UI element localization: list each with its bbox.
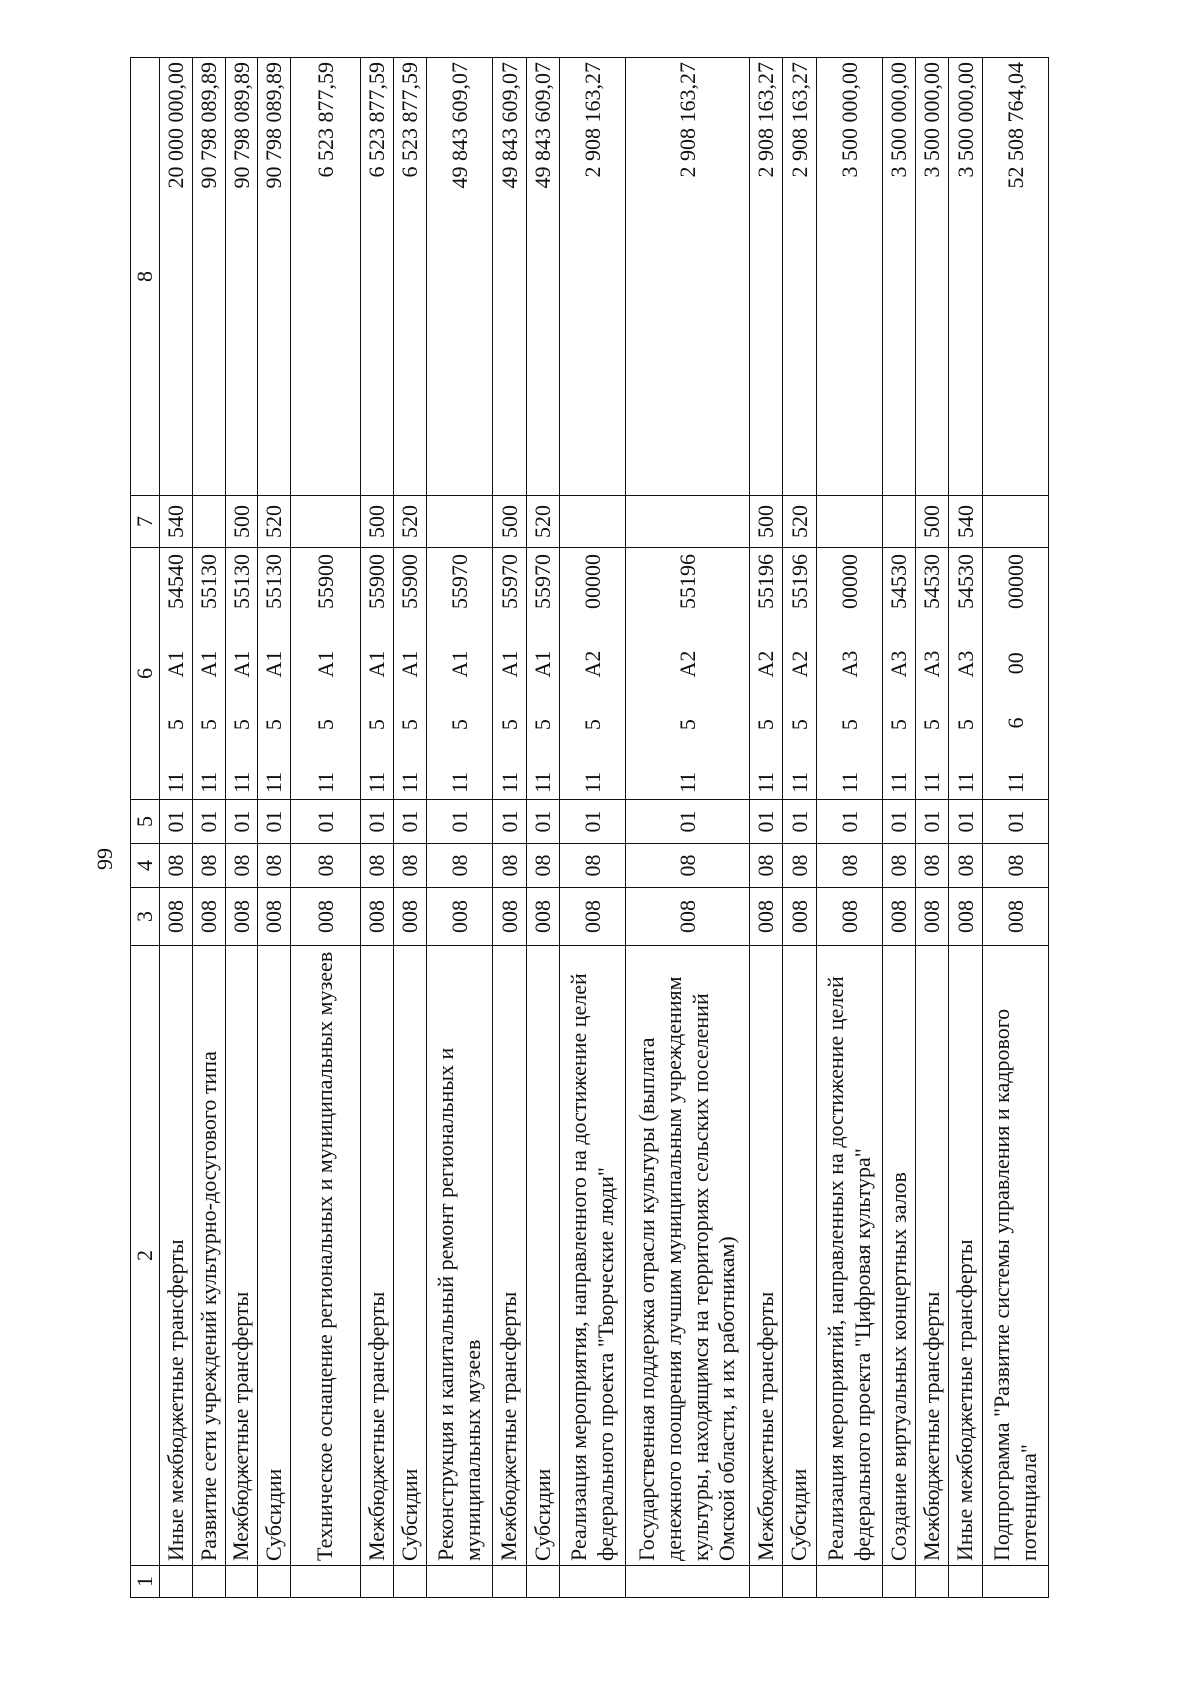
table-row (750, 58, 783, 1598)
target-article-part: 55970 (496, 554, 522, 609)
target-article-part: 11 (786, 771, 812, 793)
header-col-7: 7 (131, 496, 160, 548)
subsection-code-cell: 01 (783, 800, 817, 844)
table-row (226, 58, 258, 1598)
subsection-code-cell: 01 (160, 800, 193, 844)
section-code-cell: 08 (750, 844, 783, 888)
target-article-cell (226, 548, 258, 800)
target-article-part: A3 (952, 650, 978, 678)
subsection-code-cell: 01 (817, 800, 883, 844)
target-article-part: 11 (674, 771, 700, 793)
amount-cell: 52 508 764,04 (983, 58, 1049, 496)
section-code-cell: 08 (291, 844, 361, 888)
row-number-cell (817, 1566, 883, 1598)
target-article-part: 5 (952, 719, 978, 731)
target-article-part: 11 (836, 771, 862, 793)
table-row (160, 58, 193, 1598)
expense-type-cell (817, 496, 883, 548)
header-col-2: 2 (131, 946, 160, 1566)
target-article-part: 5 (753, 719, 778, 731)
header-col-5: 5 (131, 800, 160, 844)
item-name-cell: Межбюджетные трансферты (916, 946, 949, 1566)
subsection-code-cell: 01 (883, 800, 916, 844)
table-row (361, 58, 394, 1598)
item-name-cell: Государственная поддержка отрасли культуры (выплата денежного поощрения лучшим муниципальным учреждениям культуры, находящимся на территориях сельских поселений Омской области, и их работникам) (626, 946, 750, 1566)
target-article-cell (361, 548, 394, 800)
expense-type-cell (626, 496, 750, 548)
row-number-cell (361, 1566, 394, 1598)
target-article-part: 54530 (952, 554, 978, 609)
ministry-code-cell: 008 (361, 888, 394, 946)
ministry-code-cell: 008 (427, 888, 493, 946)
ministry-code-cell: 008 (783, 888, 817, 946)
target-article-part: 5 (786, 719, 812, 731)
target-article-part: A1 (397, 650, 422, 678)
table-body (160, 58, 1049, 1598)
target-article-part: 11 (364, 771, 389, 793)
target-article-cell (193, 548, 226, 800)
target-article-part: 55130 (228, 554, 254, 609)
item-name-cell: Реконструкция и капитальный ремонт региональных и муниципальных музеев (427, 946, 493, 1566)
target-article-cell (626, 548, 750, 800)
target-article-cell (493, 548, 527, 800)
row-number-cell (783, 1566, 817, 1598)
item-name-cell: Субсидии (527, 946, 560, 1566)
row-number-cell (560, 1566, 626, 1598)
ministry-code-cell: 008 (394, 888, 427, 946)
section-code-cell: 08 (193, 844, 226, 888)
header-col-4: 4 (131, 844, 160, 888)
table-row (394, 58, 427, 1598)
target-article-part: A1 (196, 650, 221, 678)
amount-cell: 2 908 163,27 (750, 58, 783, 496)
target-article-part: A3 (886, 650, 911, 678)
table-row (916, 58, 949, 1598)
item-name-cell: Межбюджетные трансферты (493, 946, 527, 1566)
row-number-cell (883, 1566, 916, 1598)
amount-cell: 6 523 877,59 (361, 58, 394, 496)
item-name-cell: Субсидии (394, 946, 427, 1566)
subsection-code-cell: 01 (493, 800, 527, 844)
target-article-part: 6 (1002, 717, 1028, 729)
table-row (291, 58, 361, 1598)
target-article-part: A1 (163, 650, 188, 678)
item-name-cell: Субсидии (783, 946, 817, 1566)
expense-type-cell: 540 (949, 496, 983, 548)
target-article-part: 11 (530, 771, 555, 793)
table-row (983, 58, 1049, 1598)
ministry-code-cell: 008 (291, 888, 361, 946)
expense-type-cell: 500 (493, 496, 527, 548)
table-row (626, 58, 750, 1598)
target-article-part: A1 (446, 650, 472, 678)
target-article-cell (983, 548, 1049, 800)
ministry-code-cell: 008 (916, 888, 949, 946)
subsection-code-cell: 01 (983, 800, 1049, 844)
amount-cell: 2 908 163,27 (626, 58, 750, 496)
expense-type-cell (560, 496, 626, 548)
target-article-part: 55196 (674, 554, 700, 609)
target-article-part: A3 (919, 650, 944, 678)
table-row (949, 58, 983, 1598)
target-article-part: 55970 (530, 554, 555, 609)
expense-type-cell (193, 496, 226, 548)
target-article-cell (883, 548, 916, 800)
target-article-part: 54530 (886, 554, 911, 609)
table-header-row (131, 58, 160, 1598)
header-col-1: 1 (131, 1566, 160, 1598)
ministry-code-cell: 008 (883, 888, 916, 946)
target-article-part: 00000 (836, 554, 862, 609)
subsection-code-cell: 01 (916, 800, 949, 844)
target-article-part: 5 (496, 719, 522, 731)
ministry-code-cell: 008 (983, 888, 1049, 946)
subsection-code-cell: 01 (226, 800, 258, 844)
item-name-cell: Развитие сети учреждений культурно-досугового типа (193, 946, 226, 1566)
target-article-part: 11 (397, 771, 422, 793)
ministry-code-cell: 008 (493, 888, 527, 946)
ministry-code-cell: 008 (750, 888, 783, 946)
target-article-part: 11 (919, 771, 944, 793)
subsection-code-cell: 01 (560, 800, 626, 844)
target-article-part: 00000 (1002, 554, 1028, 610)
table-row (783, 58, 817, 1598)
target-article-cell (160, 548, 193, 800)
target-article-part: 11 (163, 771, 188, 793)
amount-cell: 49 843 609,07 (493, 58, 527, 496)
section-code-cell: 08 (783, 844, 817, 888)
target-article-part: 54540 (163, 554, 188, 609)
subsection-code-cell: 01 (361, 800, 394, 844)
amount-cell: 90 798 089,89 (258, 58, 291, 496)
ministry-code-cell: 008 (193, 888, 226, 946)
row-number-cell (160, 1566, 193, 1598)
item-name-cell: Межбюджетные трансферты (361, 946, 394, 1566)
section-code-cell: 08 (361, 844, 394, 888)
table-row (527, 58, 560, 1598)
ministry-code-cell: 008 (258, 888, 291, 946)
expense-type-cell: 520 (258, 496, 291, 548)
amount-cell: 3 500 000,00 (916, 58, 949, 496)
target-article-cell (817, 548, 883, 800)
target-article-cell (527, 548, 560, 800)
section-code-cell: 08 (560, 844, 626, 888)
target-article-part: A2 (786, 650, 812, 678)
expense-type-cell (427, 496, 493, 548)
amount-cell: 3 500 000,00 (817, 58, 883, 496)
subsection-code-cell: 01 (193, 800, 226, 844)
target-article-part: 5 (919, 719, 944, 731)
expense-type-cell: 500 (361, 496, 394, 548)
target-article-part: 5 (579, 719, 605, 731)
amount-cell: 2 908 163,27 (783, 58, 817, 496)
ministry-code-cell: 008 (626, 888, 750, 946)
table-row (560, 58, 626, 1598)
expense-type-cell: 500 (750, 496, 783, 548)
section-code-cell: 08 (527, 844, 560, 888)
target-article-part: 55900 (312, 554, 338, 609)
header-col-3: 3 (131, 888, 160, 946)
amount-cell: 6 523 877,59 (394, 58, 427, 496)
target-article-part: 00000 (579, 554, 605, 609)
target-article-part: 54530 (919, 554, 944, 609)
page-number: 99 (92, 848, 117, 870)
target-article-part: 11 (886, 771, 911, 793)
target-article-cell (560, 548, 626, 800)
target-article-part: 11 (753, 771, 778, 793)
amount-cell: 2 908 163,27 (560, 58, 626, 496)
subsection-code-cell: 01 (291, 800, 361, 844)
target-article-cell (427, 548, 493, 800)
target-article-part: 55130 (196, 554, 221, 609)
table-row (817, 58, 883, 1598)
ministry-code-cell: 008 (817, 888, 883, 946)
item-name-cell: Реализация мероприятия, направленного на достижение целей федерального проекта "Творческие люди" (560, 946, 626, 1566)
target-article-part: A2 (579, 650, 605, 678)
expense-type-cell: 520 (394, 496, 427, 548)
target-article-part: 5 (530, 719, 555, 731)
target-article-part: A1 (364, 650, 389, 678)
expense-type-cell (883, 496, 916, 548)
target-article-part: A3 (836, 650, 862, 678)
target-article-part: 11 (312, 771, 338, 793)
target-article-part: 11 (228, 771, 254, 793)
row-number-cell (916, 1566, 949, 1598)
ministry-code-cell: 008 (226, 888, 258, 946)
target-article-part: 11 (496, 771, 522, 793)
target-article-part: 5 (261, 719, 286, 731)
budget-table (130, 57, 1049, 1598)
section-code-cell: 08 (817, 844, 883, 888)
target-article-part: 5 (228, 719, 254, 731)
expense-type-cell: 500 (226, 496, 258, 548)
target-article-part: 00 (1002, 652, 1028, 675)
subsection-code-cell: 01 (427, 800, 493, 844)
table-row (427, 58, 493, 1598)
target-article-part: 55900 (364, 554, 389, 609)
target-article-part: 5 (674, 719, 700, 731)
row-number-cell (258, 1566, 291, 1598)
expense-type-cell (983, 496, 1049, 548)
section-code-cell: 08 (949, 844, 983, 888)
ministry-code-cell: 008 (949, 888, 983, 946)
target-article-part: 5 (886, 719, 911, 731)
subsection-code-cell: 01 (626, 800, 750, 844)
target-article-part: 55196 (753, 554, 778, 609)
amount-cell: 20 000 000,00 (160, 58, 193, 496)
item-name-cell: Подпрограмма "Развитие системы управления и кадрового потенциала" (983, 946, 1049, 1566)
target-article-part: 5 (836, 719, 862, 731)
target-article-part: 11 (261, 771, 286, 793)
amount-cell: 49 843 609,07 (427, 58, 493, 496)
amount-cell: 3 500 000,00 (949, 58, 983, 496)
section-code-cell: 08 (493, 844, 527, 888)
section-code-cell: 08 (983, 844, 1049, 888)
subsection-code-cell: 01 (258, 800, 291, 844)
row-number-cell (226, 1566, 258, 1598)
expense-type-cell: 540 (160, 496, 193, 548)
target-article-part: A1 (261, 650, 286, 678)
target-article-cell (258, 548, 291, 800)
item-name-cell: Техническое оснащение региональных и муниципальных музеев (291, 946, 361, 1566)
target-article-part: 55130 (261, 554, 286, 609)
target-article-part: 5 (312, 719, 338, 731)
item-name-cell: Иные межбюджетные трансферты (949, 946, 983, 1566)
amount-cell: 90 798 089,89 (226, 58, 258, 496)
header-col-8: 8 (131, 58, 160, 496)
target-article-part: 11 (952, 771, 978, 793)
amount-cell: 3 500 000,00 (883, 58, 916, 496)
item-name-cell: Межбюджетные трансферты (750, 946, 783, 1566)
expense-type-cell: 500 (916, 496, 949, 548)
subsection-code-cell: 01 (527, 800, 560, 844)
section-code-cell: 08 (916, 844, 949, 888)
subsection-code-cell: 01 (750, 800, 783, 844)
target-article-part: 5 (196, 719, 221, 731)
item-name-cell: Реализация мероприятий, направленных на достижение целей федерального проекта "Цифровая культура" (817, 946, 883, 1566)
expense-type-cell (291, 496, 361, 548)
item-name-cell: Субсидии (258, 946, 291, 1566)
ministry-code-cell: 008 (527, 888, 560, 946)
section-code-cell: 08 (427, 844, 493, 888)
target-article-part: A2 (753, 650, 778, 678)
row-number-cell (291, 1566, 361, 1598)
amount-cell: 49 843 609,07 (527, 58, 560, 496)
item-name-cell: Иные межбюджетные трансферты (160, 946, 193, 1566)
target-article-part: A1 (496, 650, 522, 678)
budget-table-page (130, 58, 1062, 1598)
row-number-cell (750, 1566, 783, 1598)
row-number-cell (949, 1566, 983, 1598)
target-article-cell (394, 548, 427, 800)
ministry-code-cell: 008 (160, 888, 193, 946)
row-number-cell (493, 1566, 527, 1598)
target-article-part: A1 (228, 650, 254, 678)
target-article-part: A1 (530, 650, 555, 678)
row-number-cell (626, 1566, 750, 1598)
item-name-cell: Межбюджетные трансферты (226, 946, 258, 1566)
target-article-cell (291, 548, 361, 800)
section-code-cell: 08 (394, 844, 427, 888)
amount-cell: 90 798 089,89 (193, 58, 226, 496)
amount-cell: 6 523 877,59 (291, 58, 361, 496)
section-code-cell: 08 (626, 844, 750, 888)
target-article-part: A2 (674, 650, 700, 678)
row-number-cell (983, 1566, 1049, 1598)
section-code-cell: 08 (258, 844, 291, 888)
row-number-cell (427, 1566, 493, 1598)
target-article-part: 5 (397, 719, 422, 731)
row-number-cell (193, 1566, 226, 1598)
target-article-part: 55900 (397, 554, 422, 609)
section-code-cell: 08 (883, 844, 916, 888)
table-row (258, 58, 291, 1598)
target-article-part: 55970 (446, 554, 472, 609)
item-name-cell: Создание виртуальных концертных залов (883, 946, 916, 1566)
target-article-cell (916, 548, 949, 800)
subsection-code-cell: 01 (949, 800, 983, 844)
target-article-cell (949, 548, 983, 800)
table-row (193, 58, 226, 1598)
expense-type-cell: 520 (783, 496, 817, 548)
target-article-part: 5 (446, 719, 472, 731)
expense-type-cell: 520 (527, 496, 560, 548)
row-number-cell (394, 1566, 427, 1598)
section-code-cell: 08 (226, 844, 258, 888)
subsection-code-cell: 01 (394, 800, 427, 844)
row-number-cell (527, 1566, 560, 1598)
target-article-cell (783, 548, 817, 800)
target-article-part: 11 (446, 771, 472, 793)
ministry-code-cell: 008 (560, 888, 626, 946)
target-article-part: 55196 (786, 554, 812, 609)
target-article-part: A1 (312, 650, 338, 678)
section-code-cell: 08 (160, 844, 193, 888)
target-article-cell (750, 548, 783, 800)
target-article-part: 11 (1002, 771, 1028, 793)
header-col-6: 6 (131, 548, 160, 800)
target-article-part: 5 (364, 719, 389, 731)
target-article-part: 11 (579, 771, 605, 793)
table-row (883, 58, 916, 1598)
target-article-part: 11 (196, 771, 221, 793)
target-article-part: 5 (163, 719, 188, 731)
table-row (493, 58, 527, 1598)
